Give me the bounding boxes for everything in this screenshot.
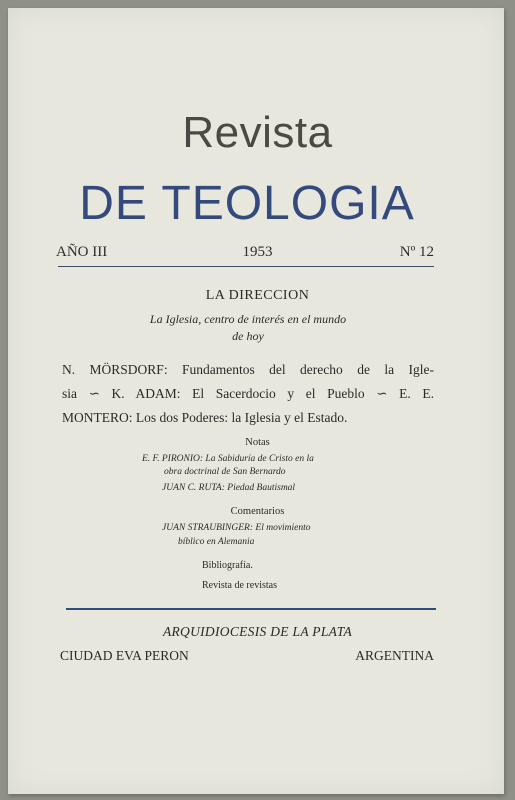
publisher-country: ARGENTINA — [355, 648, 434, 663]
issue-date: 1953 — [242, 244, 273, 260]
archdiocese-name: ARQUIDIOCESIS DE LA PLATA — [162, 624, 353, 639]
notas-heading: Notas — [245, 437, 270, 448]
comentarios-entry-line2: bíblico en Alemania — [178, 537, 255, 547]
masthead-title-revista: Revista — [182, 108, 333, 157]
top-divider — [58, 266, 434, 267]
articles-line-1: N. MÖRSDORF: Fundamentos del derecho de la Igle- — [62, 362, 434, 377]
notas-entry-ruta: JUAN C. RUTA: Piedad Bautismal — [162, 483, 296, 493]
direction-author: LA DIRECCION — [205, 288, 310, 303]
articles-line-3: MONTERO: Los dos Poderes: la Iglesia y el Estado. — [62, 410, 348, 425]
articles-line-2: sia ∽ K. ADAM: El Sacerdocio y el Pueblo ∽ E. E. — [62, 386, 434, 401]
bottom-divider — [66, 608, 436, 610]
direction-title-line2: de hoy — [232, 329, 264, 343]
bibliografia-label: Bibliografía. — [202, 560, 253, 571]
direction-title — [118, 311, 378, 345]
masthead-title-teologia: DE TEOLOGIA — [79, 177, 415, 230]
comentarios-entry-line1: JUAN STRAUBINGER: El movimiento — [162, 523, 311, 533]
issue-number: Nº 12 — [399, 244, 434, 260]
issue-year: AÑO III — [56, 244, 108, 260]
direction-title-line1: La Iglesia, centro de interés en el mundo — [149, 312, 347, 326]
notas-entry-pironio-line1: E. F. PIRONIO: La Sabiduría de Cristo en la — [142, 454, 314, 464]
articles-block — [62, 358, 434, 430]
publisher-city: CIUDAD EVA PERON — [60, 648, 189, 663]
comentarios-heading: Comentarios — [230, 506, 285, 517]
revista-de-revistas: Revista de revistas — [202, 580, 277, 591]
notas-entry-pironio-line2: obra doctrinal de San Bernardo — [164, 467, 286, 477]
